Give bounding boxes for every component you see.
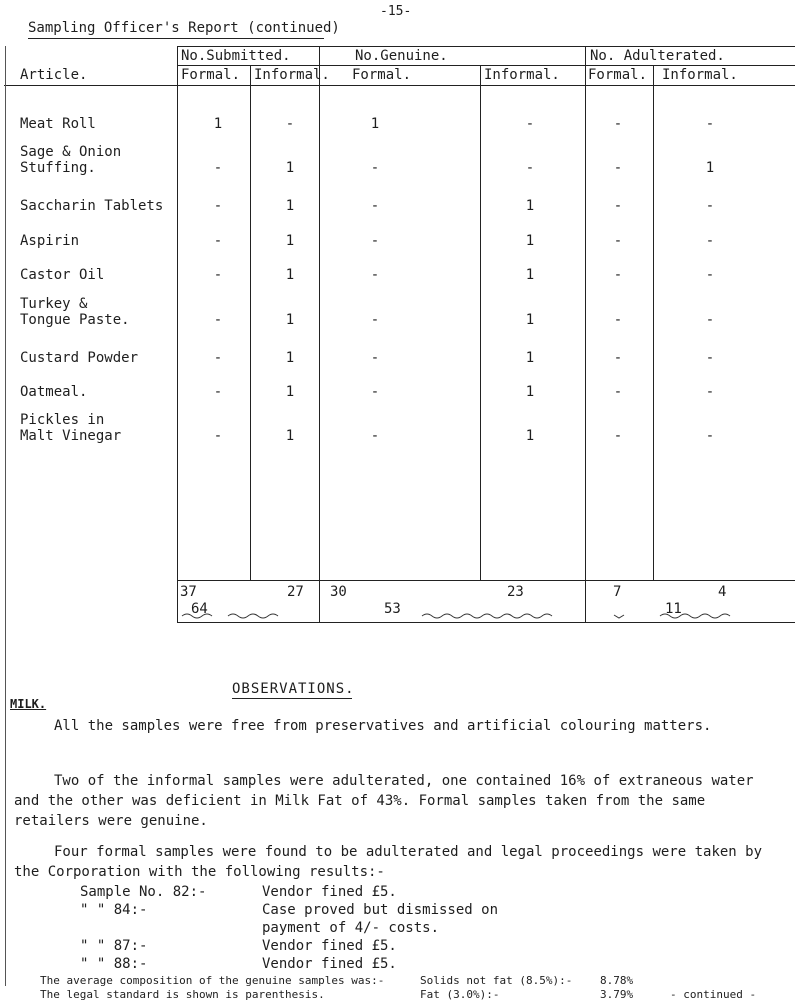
- row-value: -: [613, 116, 623, 132]
- row-value: -: [213, 428, 223, 444]
- paragraph-preservatives: All the samples were free from preservatives and artificial colouring matters.: [54, 718, 712, 734]
- row-value: 1: [705, 160, 715, 176]
- row-value: 1: [525, 198, 535, 214]
- row-value: 1: [525, 233, 535, 249]
- row-value: 1: [525, 267, 535, 283]
- paragraph-legal-proceedings: Four formal samples were found to be adulterated and legal proceedings were taken by the Corporation with the following results:-: [14, 844, 763, 880]
- row-value: -: [613, 267, 623, 283]
- total-adulterated-formal: 7: [613, 584, 622, 600]
- row-value: -: [370, 198, 380, 214]
- result-text: payment of 4/- costs.: [262, 920, 440, 936]
- result-text: Case proved but dismissed on: [262, 902, 499, 918]
- row-value: 1: [525, 428, 535, 444]
- row-value: 1: [285, 350, 295, 366]
- row-value: 1: [370, 116, 380, 132]
- row-value: -: [613, 428, 623, 444]
- table-subheader-line: [177, 65, 795, 66]
- result-label: " " 84:-: [80, 902, 148, 918]
- row-value: -: [613, 160, 623, 176]
- row-article: Aspirin: [20, 233, 80, 249]
- row-article: Oatmeal.: [20, 384, 88, 400]
- table-vline-1: [177, 46, 178, 622]
- row-value: 1: [285, 428, 295, 444]
- row-value: -: [285, 116, 295, 132]
- row-value: -: [213, 233, 223, 249]
- composition-solids-label: Solids not fat (8.5%):-: [420, 974, 573, 987]
- legal-note: The legal standard is shown is parenthesis.: [40, 988, 325, 1001]
- total-genuine-formal: 30: [330, 584, 347, 600]
- table-vline-6: [653, 65, 654, 581]
- table-top-line: [177, 46, 795, 47]
- row-value: -: [213, 267, 223, 283]
- result-text: Vendor fined £5.: [262, 938, 397, 954]
- row-article: Turkey &: [20, 296, 88, 312]
- row-value: -: [705, 350, 715, 366]
- row-value: 1: [525, 384, 535, 400]
- squiggle-underline: [610, 612, 760, 620]
- row-value: -: [213, 384, 223, 400]
- total-submitted-informal: 27: [287, 584, 304, 600]
- result-label: " " 87:-: [80, 938, 148, 954]
- row-value: 1: [285, 267, 295, 283]
- row-value: 1: [525, 350, 535, 366]
- table-vline-5: [585, 46, 586, 622]
- row-value: -: [705, 384, 715, 400]
- row-value: -: [613, 233, 623, 249]
- result-text: Vendor fined £5.: [262, 884, 397, 900]
- row-value: 1: [285, 198, 295, 214]
- row-value: -: [213, 198, 223, 214]
- row-value: -: [705, 116, 715, 132]
- header-adulterated: No. Adulterated.: [590, 48, 725, 64]
- table-vline-4: [480, 65, 481, 581]
- subheader-genuine-informal: Informal.: [484, 67, 560, 83]
- header-submitted: No.Submitted.: [181, 48, 291, 64]
- row-article: Saccharin Tablets: [20, 198, 164, 214]
- subheader-adulterated-formal: Formal.: [588, 67, 648, 83]
- row-article: Sage & Onion: [20, 144, 122, 160]
- total-genuine-informal: 23: [507, 584, 524, 600]
- row-value: -: [370, 350, 380, 366]
- row-value: -: [213, 350, 223, 366]
- page-number: -15-: [380, 4, 412, 19]
- row-value: 1: [525, 312, 535, 328]
- subheader-submitted-formal: Formal.: [181, 67, 241, 83]
- observations-underline: [232, 698, 352, 699]
- header-article: Article.: [20, 67, 88, 83]
- composition-fat-value: 3.79%: [600, 988, 634, 1001]
- row-value: 1: [285, 233, 295, 249]
- row-value: 1: [285, 160, 295, 176]
- row-value: -: [213, 160, 223, 176]
- subheader-submitted-informal: Informal.: [254, 67, 330, 83]
- group-total-submitted: 64: [191, 601, 208, 617]
- heading-underline: [28, 38, 324, 39]
- composition-solids-value: 8.78%: [600, 974, 634, 987]
- row-article: Pickles in: [20, 412, 105, 428]
- header-genuine: No.Genuine.: [355, 48, 448, 64]
- left-margin-line: [5, 46, 6, 986]
- total-adulterated-informal: 4: [718, 584, 727, 600]
- row-article: Malt Vinegar: [20, 428, 122, 444]
- table-vline-3: [319, 46, 320, 622]
- row-article: Castor Oil: [20, 267, 105, 283]
- row-value: -: [613, 350, 623, 366]
- table-vline-2: [250, 65, 251, 581]
- result-label: Sample No. 82:-: [80, 884, 207, 900]
- row-value: -: [705, 198, 715, 214]
- row-value: -: [370, 233, 380, 249]
- row-value: 1: [213, 116, 223, 132]
- milk-label: MILK.: [10, 697, 47, 711]
- row-value: -: [613, 384, 623, 400]
- row-value: -: [370, 160, 380, 176]
- row-value: -: [705, 267, 715, 283]
- average-line: The average composition of the genuine samples was:-: [40, 974, 385, 987]
- row-value: -: [370, 384, 380, 400]
- squiggle-underline: [180, 612, 280, 620]
- row-value: 1: [285, 384, 295, 400]
- row-value: -: [370, 267, 380, 283]
- footer-continued: - continued -: [670, 988, 757, 1001]
- row-value: -: [705, 428, 715, 444]
- row-value: -: [705, 233, 715, 249]
- row-value: -: [613, 312, 623, 328]
- subheader-adulterated-informal: Informal.: [662, 67, 738, 83]
- table-header-bottom-line: [4, 85, 795, 86]
- row-value: -: [525, 116, 535, 132]
- row-value: -: [613, 198, 623, 214]
- composition-fat-label: Fat (3.0%):-: [420, 988, 500, 1001]
- row-article: Custard Powder: [20, 350, 139, 366]
- subheader-genuine-formal: Formal.: [352, 67, 412, 83]
- row-value: 1: [285, 312, 295, 328]
- row-article: Tongue Paste.: [20, 312, 130, 328]
- row-value: -: [213, 312, 223, 328]
- table-totals-line: [177, 580, 795, 581]
- row-article: Meat Roll: [20, 116, 96, 132]
- result-label: " " 88:-: [80, 956, 148, 972]
- table-bottom-line: [177, 622, 795, 623]
- row-value: -: [370, 312, 380, 328]
- result-text: Vendor fined £5.: [262, 956, 397, 972]
- squiggle-underline: [420, 612, 570, 620]
- group-total-adulterated: 11: [665, 601, 682, 617]
- row-article: Stuffing.: [20, 160, 96, 176]
- row-value: -: [705, 312, 715, 328]
- page-heading: Sampling Officer's Report (continued): [28, 20, 340, 36]
- total-submitted-formal: 37: [180, 584, 197, 600]
- group-total-genuine: 53: [384, 601, 401, 617]
- paragraph-informal-samples: Two of the informal samples were adulterated, one contained 16% of extraneous water and the other was deficient in Milk Fat of 43%. Formal samples taken from the same retailers were genuine.: [14, 773, 754, 829]
- observations-title: OBSERVATIONS.: [232, 681, 355, 697]
- row-value: -: [370, 428, 380, 444]
- row-value: -: [525, 160, 535, 176]
